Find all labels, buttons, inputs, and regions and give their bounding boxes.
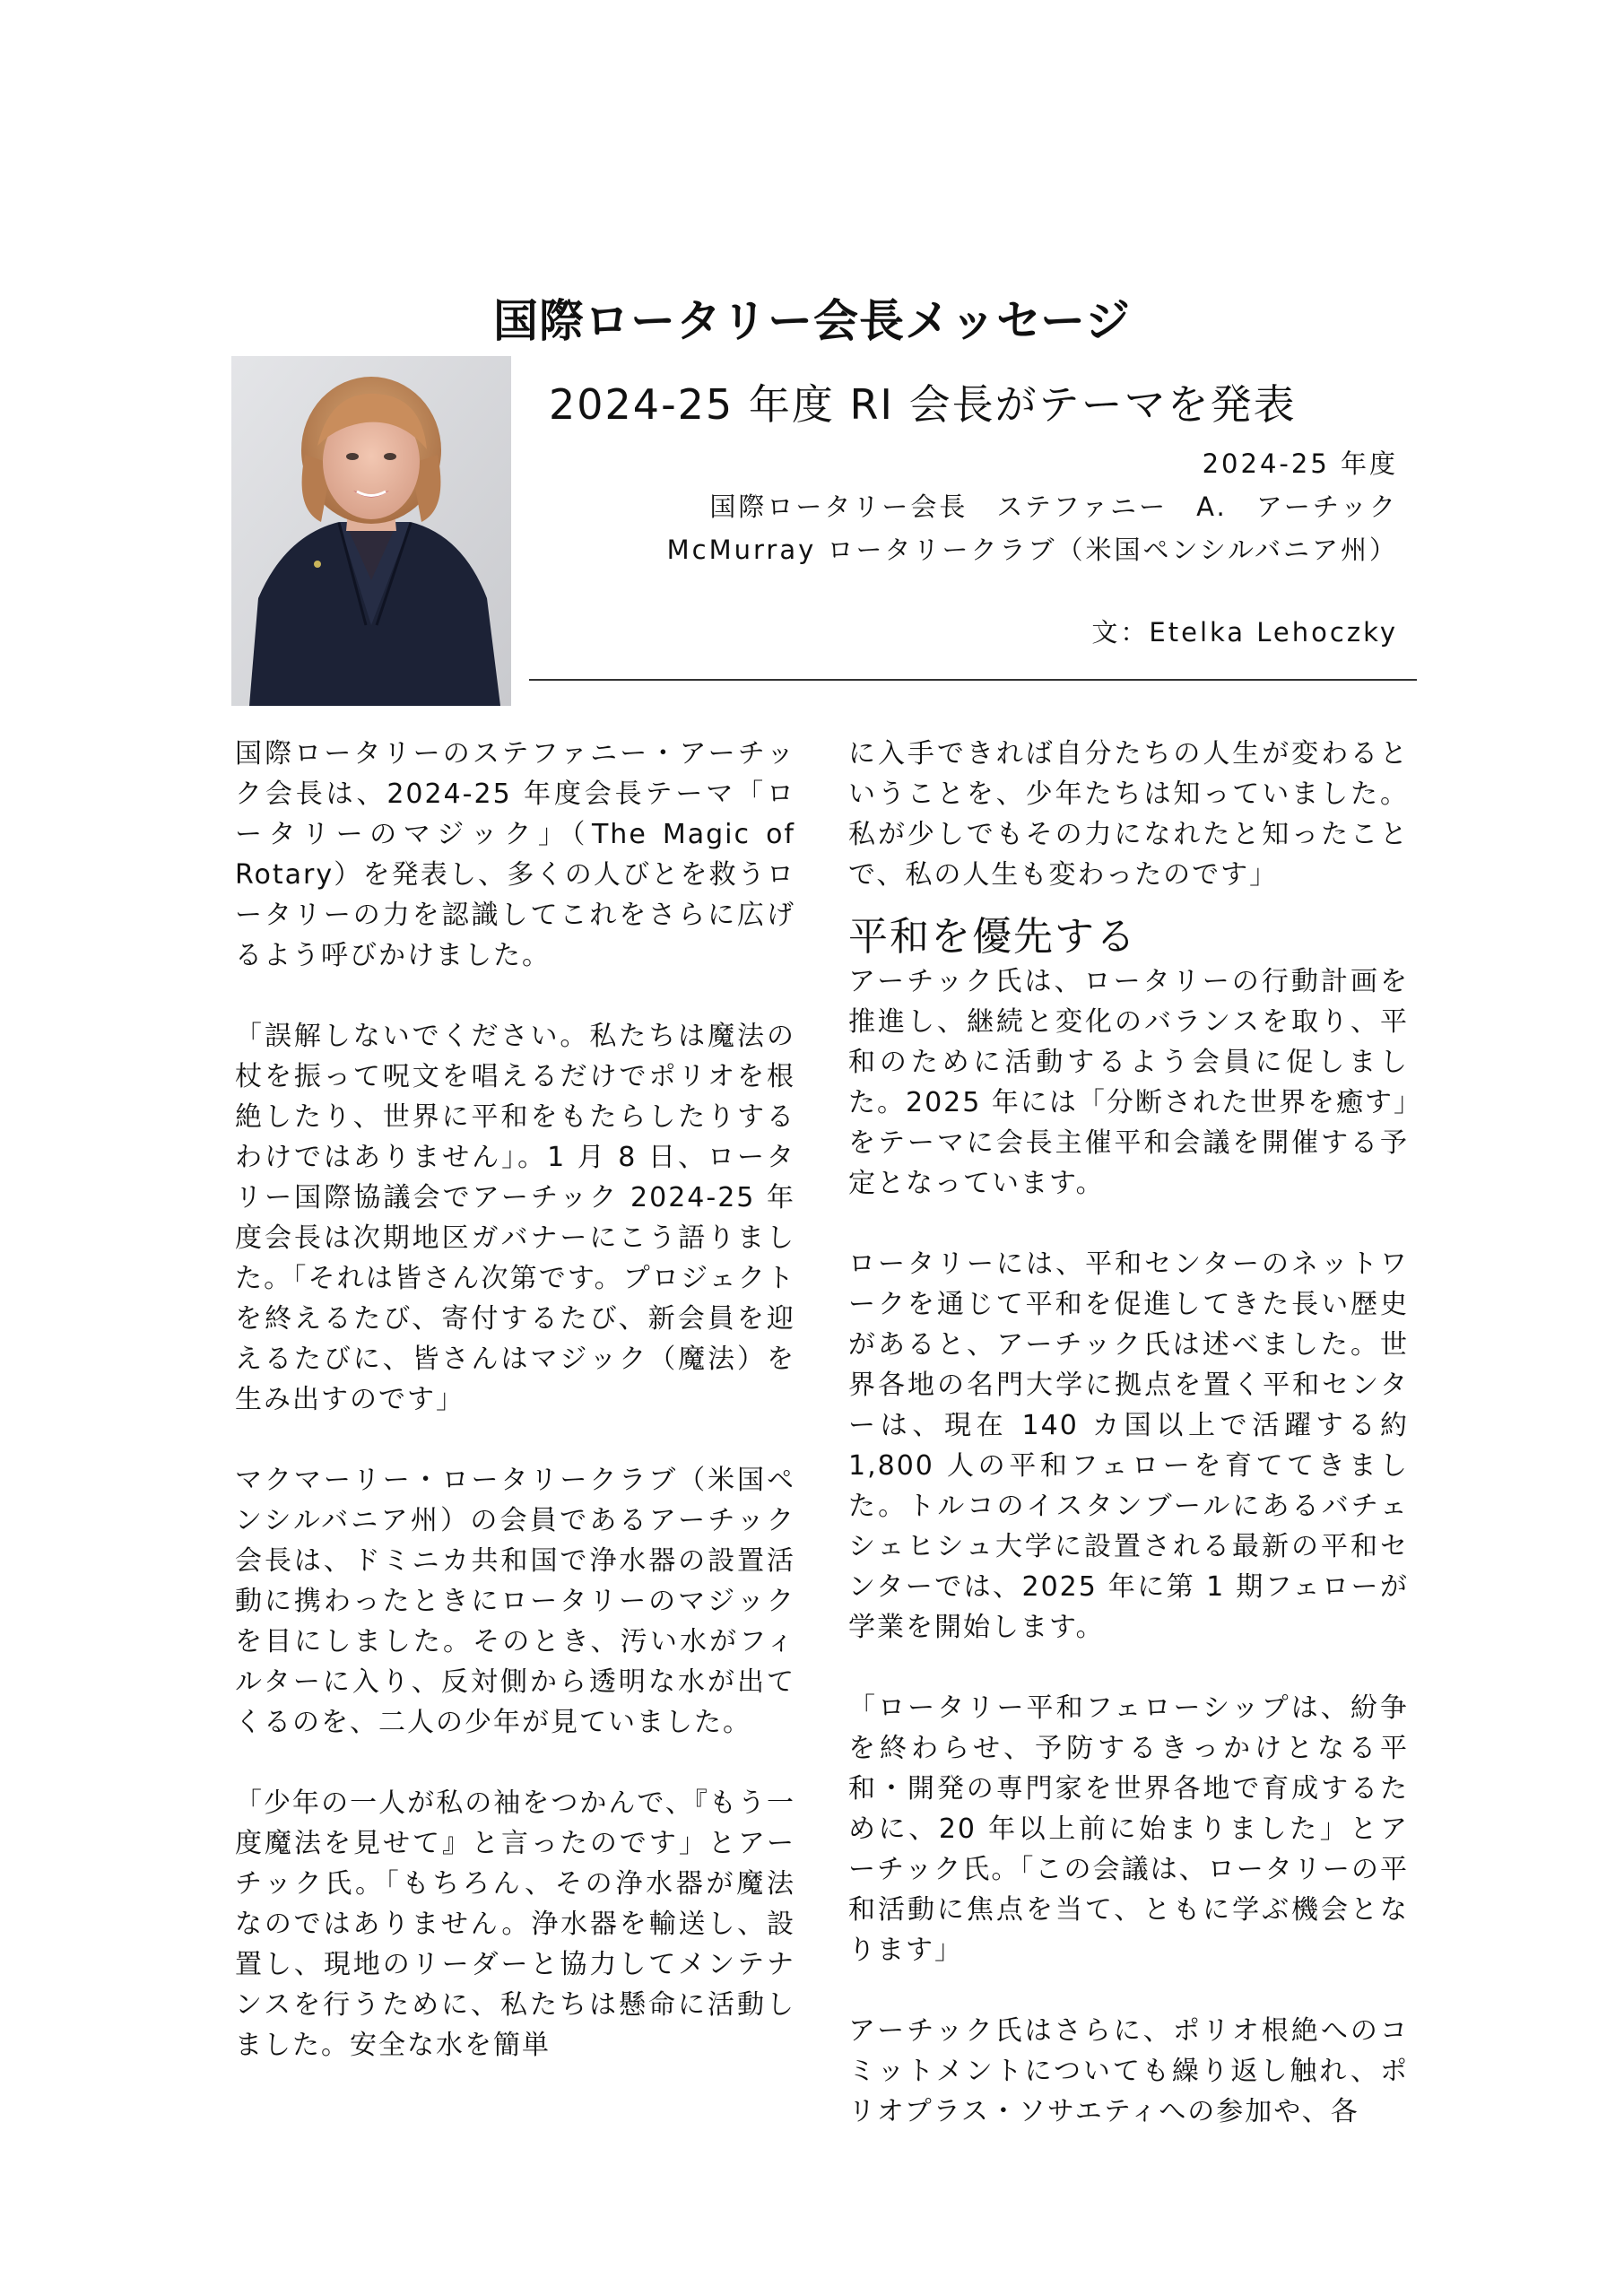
paragraph: 「誤解しないでください。私たちは魔法の杖を振って呪文を唱えるだけでポリオを根絶したり、世界に平和をもたらしたりするわけではありません」。1 月 8 日、ロータリー国際協議会でアーチック 2024-25 年度会長は次期地区ガバナーにこう語りました。「それは皆さん次第です。プロジェクトを終えるたび、寄付するたび、新会員を迎えるたびに、皆さんはマジック（魔法）を生み出すのです」 bbox=[235, 1021, 795, 1415]
right-column bbox=[848, 734, 1409, 2150]
paragraph: 「ロータリー平和フェローシップは、紛争を終わらせ、予防するきっかけとなる平和・開発の専門家を世界各地で育成するために、20 年以上前に始まりました」とアーチック氏。「この会議は、ロータリーの平和活動に焦点を当て、ともに学ぶ機会となります」 bbox=[848, 1692, 1409, 1966]
paragraph: マクマーリー・ロータリークラブ（米国ペンシルバニア州）の会員であるアーチック会長は、ドミニカ共和国で浄水器の設置活動に携わったときにロータリーのマジックを目にしました。そのとき、汚い水がフィルターに入り、反対側から透明な水が出てくるのを、二人の少年が見ていました。 bbox=[235, 1465, 795, 1738]
header-divider bbox=[529, 679, 1417, 681]
byline-position-name: 国際ロータリー会長 ステファニー A. アーチック bbox=[709, 491, 1398, 522]
paragraph: 「少年の一人が私の袖をつかんで、『もう一度魔法を見せて』と言ったのです」とアーチック氏。「もちろん、その浄水器が魔法なのではありません。浄水器を輸送し、設置し、現地のリーダーと協力してメンテナンスを行うために、私たちは懸命に活動しました。安全な水を簡単 bbox=[235, 1787, 795, 2061]
paragraph: アーチック氏は、ロータリーの行動計画を推進し、継続と変化のバランスを取り、平和のために活動するよう会員に促しました。2025 年には「分断された世界を癒す」をテーマに会長主催平和会議を開催する予定となっています。 bbox=[848, 966, 1409, 1199]
portrait-photo bbox=[231, 356, 511, 706]
left-column bbox=[235, 734, 795, 2083]
paragraph: に入手できれば自分たちの人生が変わるということを、少年たちは知っていました。私が少しでもその力になれたと知ったことで、私の人生も変わったのです」 bbox=[848, 738, 1409, 891]
paragraph: 国際ロータリーのステファニー・アーチック会長は、2024-25 年度会長テーマ「ロータリーのマジック」（The Magic of Rotary）を発表し、多くの人びとを救うロータリーの力を認識してこれをさらに広げるよう呼びかけました。 bbox=[235, 738, 795, 971]
paragraph: アーチック氏はさらに、ポリオ根絶へのコミットメントについても繰り返し触れ、ポリオプラス・ソサエティへの参加や、各 bbox=[848, 2015, 1409, 2127]
byline-year: 2024-25 年度 bbox=[1202, 448, 1398, 479]
paragraph: ロータリーには、平和センターのネットワークを通じて平和を促進してきた長い歴史があると、アーチック氏は述べました。世界各地の名門大学に拠点を置く平和センターは、現在 140 カ国以上で活躍する約 1,800 人の平和フェローを育ててきました。トルコのイスタンブールにあるバチェシェヒシュ大学に設置される最新の平和センターでは、2025 年に第 1 期フェローが学業を開始します。 bbox=[848, 1248, 1409, 1643]
page-title: 国際ロータリー会長メッセージ bbox=[493, 295, 1131, 347]
article-subtitle: 2024-25 年度 RI 会長がテーマを発表 bbox=[549, 380, 1297, 429]
byline-author: 文：Etelka Lehoczky bbox=[1091, 617, 1398, 648]
byline-club: McMurray ロータリークラブ（米国ペンシルバニア州） bbox=[666, 535, 1398, 565]
section-heading: 平和を優先する bbox=[848, 914, 1137, 960]
